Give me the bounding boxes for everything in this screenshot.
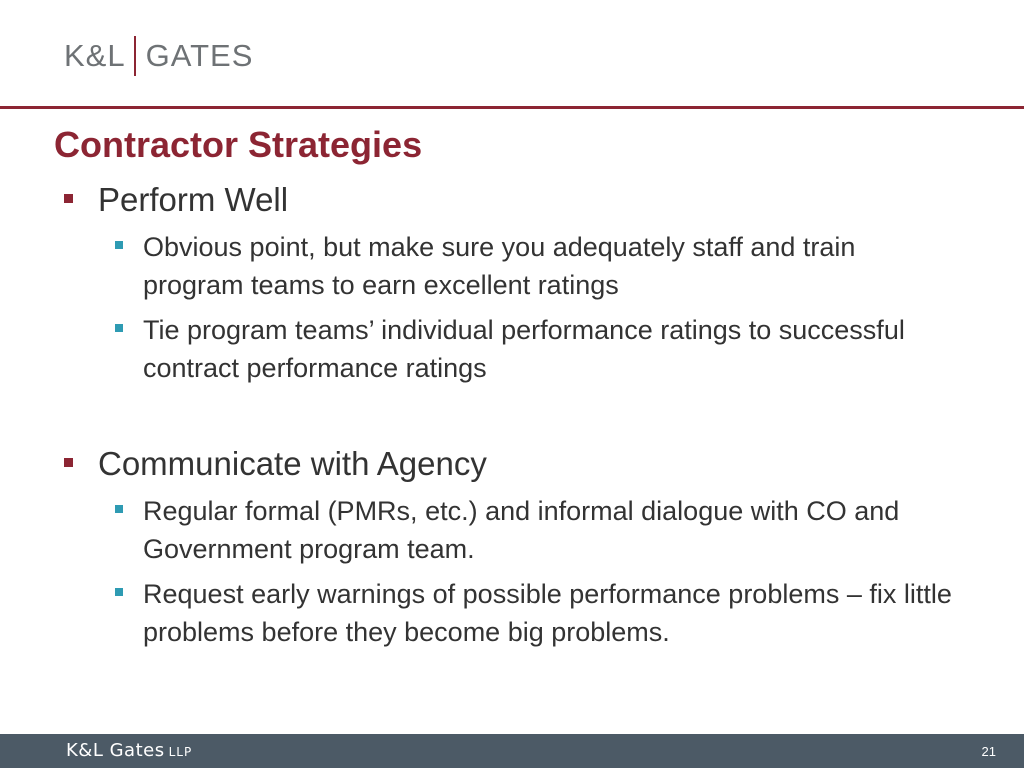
footer-firm-text: K&L Gates xyxy=(66,740,165,761)
list-item-text: Regular formal (PMRs, etc.) and informal dialogue with CO and Government program team. xyxy=(143,496,900,564)
list-item-text: Tie program teams’ individual performance ratings to successful contract performance ratings xyxy=(143,315,905,383)
list-item xyxy=(143,311,963,387)
page-number: 21 xyxy=(981,744,996,759)
bullet-square-icon xyxy=(115,241,123,249)
logo-right-text: GATES xyxy=(145,38,254,73)
section-heading-text: Perform Well xyxy=(98,181,289,218)
list-item-text: Obvious point, but make sure you adequately staff and train program teams to earn excellent ratings xyxy=(143,232,856,300)
logo-left-text: K&L xyxy=(64,38,126,73)
logo-divider xyxy=(134,36,136,76)
footer-bar xyxy=(0,734,1024,768)
list-item xyxy=(143,575,963,651)
logo xyxy=(64,36,253,76)
list-item xyxy=(143,492,963,568)
bullet-square-icon xyxy=(64,194,73,203)
section-heading xyxy=(98,444,487,484)
list-item xyxy=(143,228,963,304)
footer-firm-name xyxy=(66,740,192,761)
bullet-square-icon xyxy=(64,458,73,467)
footer-firm-suffix: LLP xyxy=(168,745,193,759)
header-rule xyxy=(0,106,1024,109)
slide-title: Contractor Strategies xyxy=(54,124,423,165)
section-heading xyxy=(98,180,288,220)
list-item-text: Request early warnings of possible performance problems – fix little problems before they become big problems. xyxy=(143,579,952,647)
bullet-square-icon xyxy=(115,588,123,596)
section-heading-text: Communicate with Agency xyxy=(98,445,487,482)
bullet-square-icon xyxy=(115,505,123,513)
bullet-square-icon xyxy=(115,324,123,332)
